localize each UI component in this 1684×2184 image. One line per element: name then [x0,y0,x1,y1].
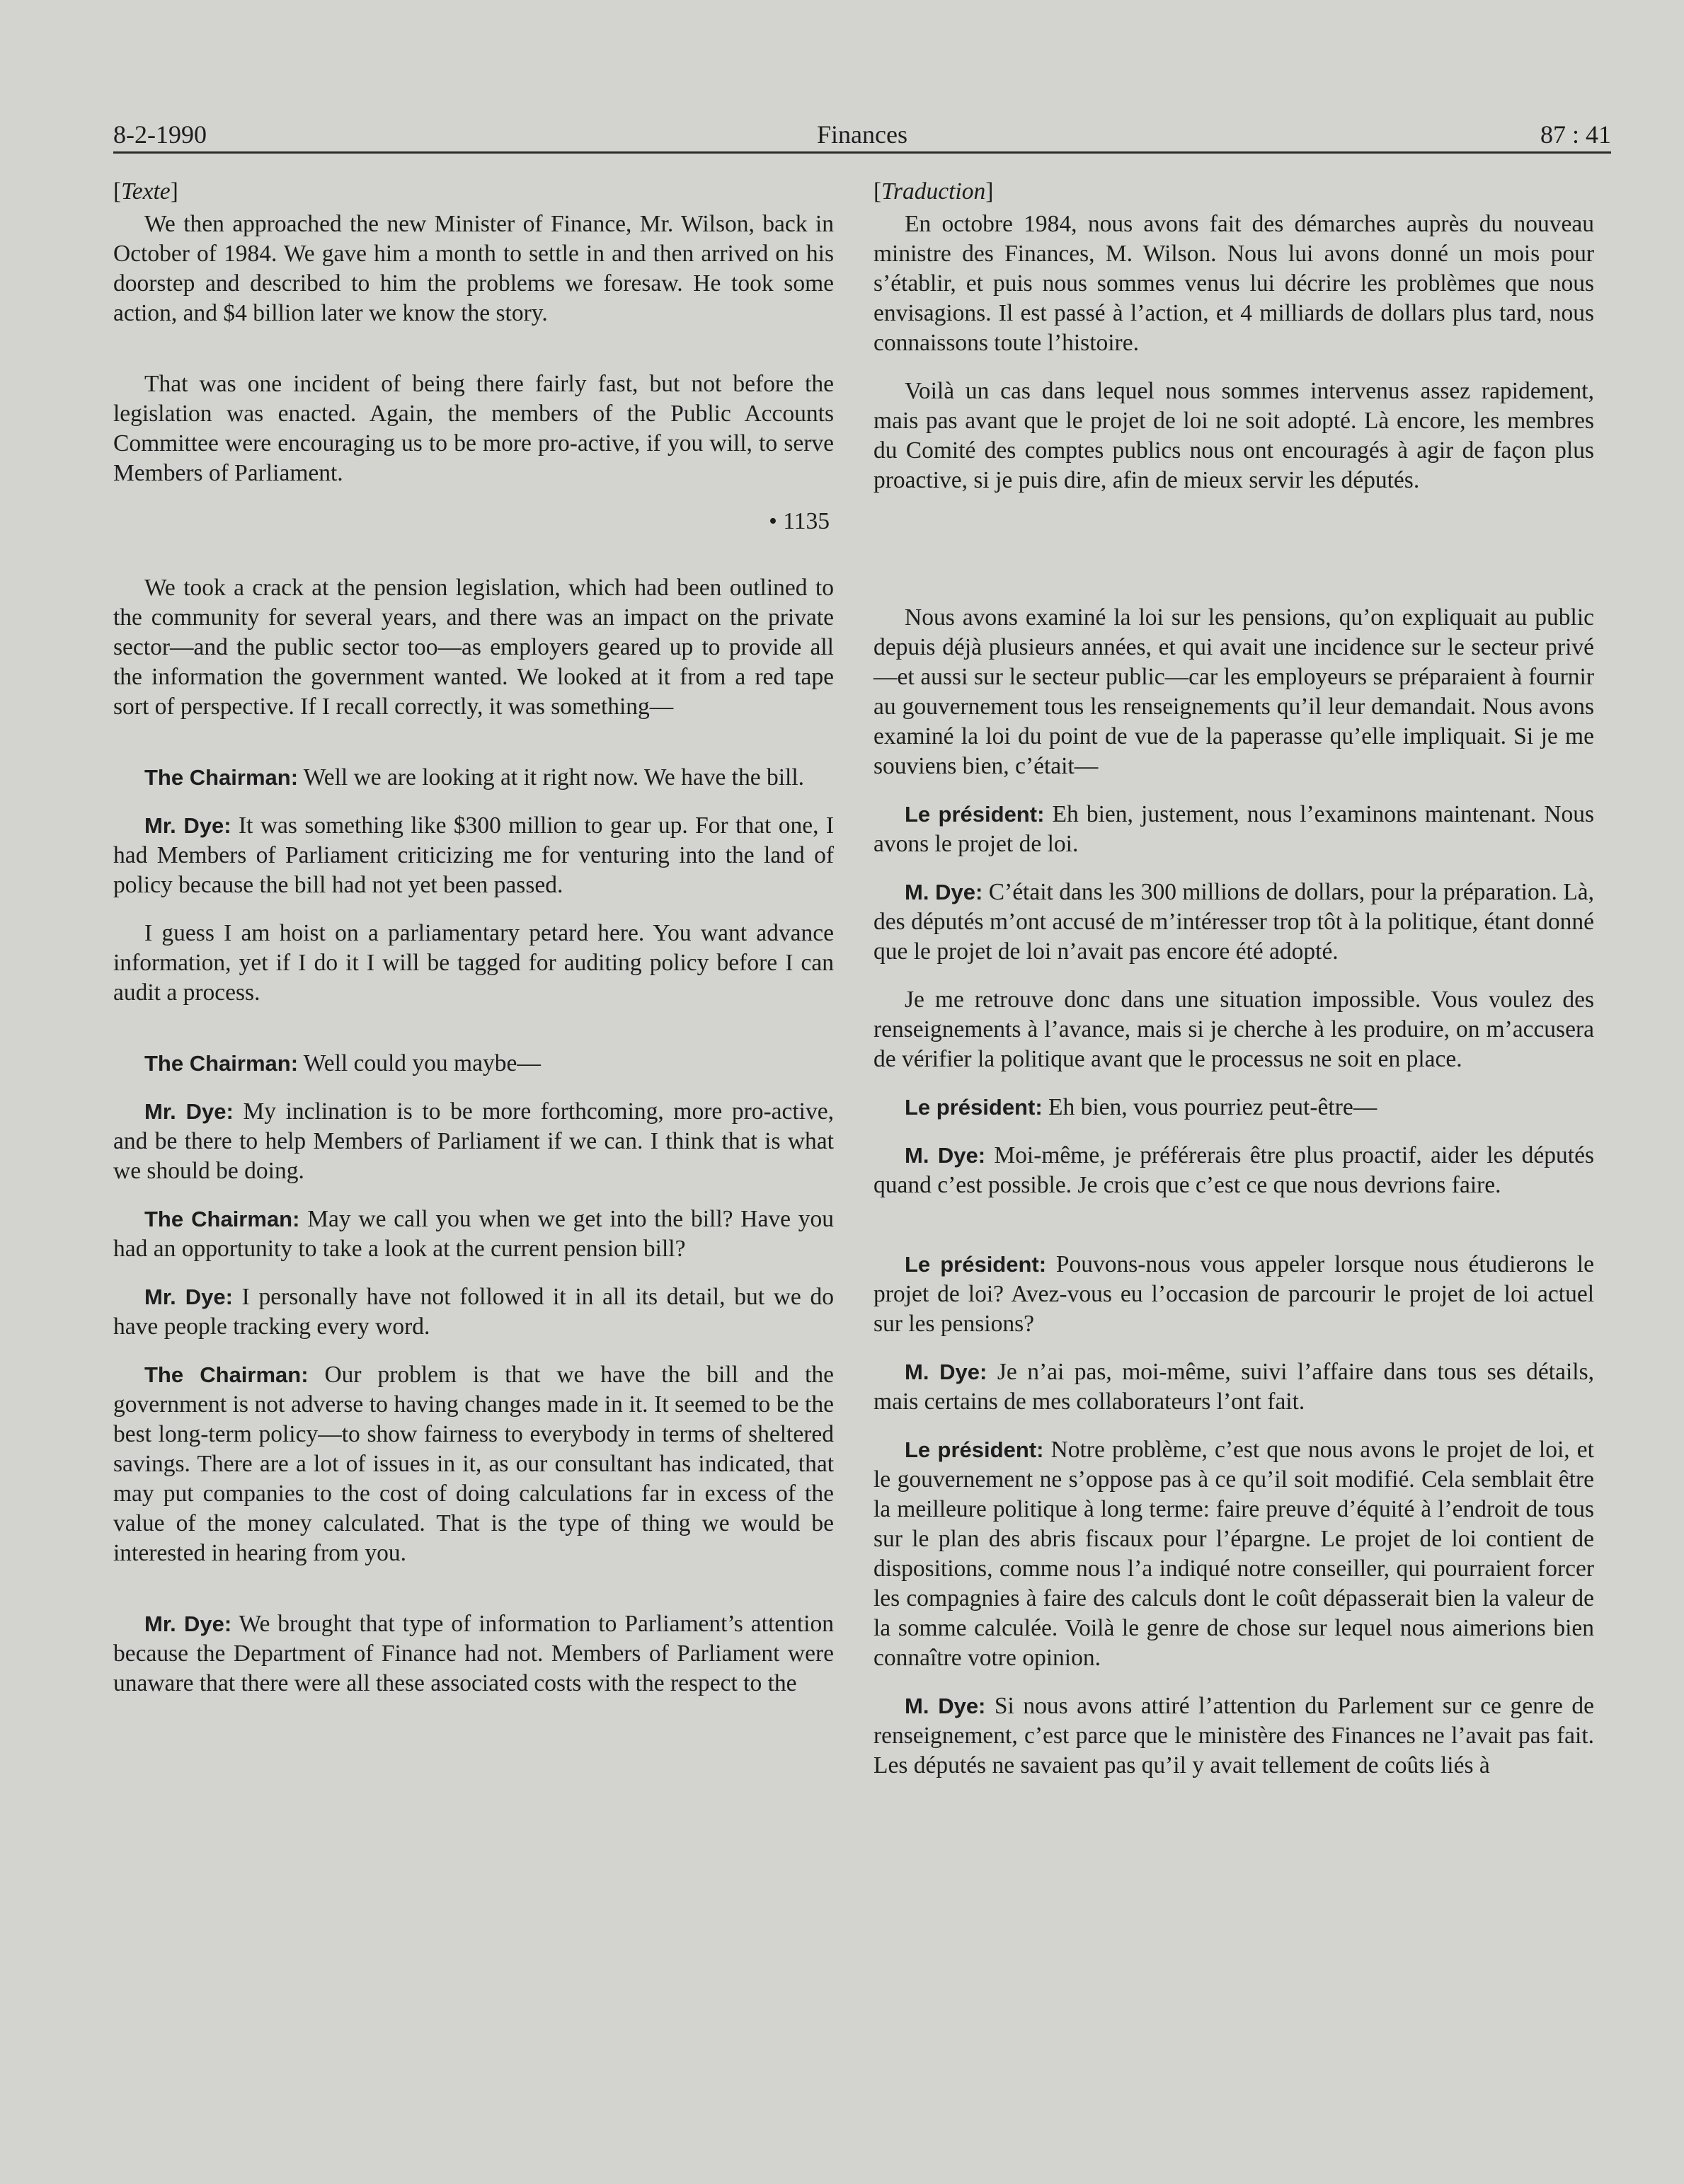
speaker-name: The Chairman: [144,765,299,790]
speech-paragraph [113,1360,834,1568]
speech-text: Well we are looking at it right now. We have the bill. [298,764,805,791]
paragraph: I guess I am hoist on a parliamentary petard here. You want advance information, yet if I do it I will be tagged for auditing policy before I can audit a process. [113,920,834,1006]
speech-text: Moi-même, je préférerais être plus proactif, aider les députés quand c’est possible. Je crois que c’est ce que nous devrions faire. [873,1142,1594,1198]
paragraph: Nous avons examiné la loi sur les pensions, qu’on expliquait au public depuis déjà plusieurs années, et qui avait une incidence sur le secteur privé—et aussi sur le secteur public—car les employeurs se préparaient à fournir au gouvernement tous les renseignements qu’il leur demandait. Nous avons examiné la loi du point de vue de la paperasse qu’elle impliquait. Si je me souviens bien, c’était— [873,604,1594,779]
speech-text: I personally have not followed it in all its detail, but we do have people tracking every word. [113,1284,834,1340]
speaker-name: The Chairman: [144,1362,309,1387]
speaker-name: The Chairman: [144,1207,300,1231]
header-page-number: 87 : 41 [1540,120,1611,149]
speaker-name: Le président: [905,1252,1047,1277]
speech-text: Notre problème, c’est que nous avons le projet de loi, et le gouvernement ne s’oppose pas à ce qu’il soit modifié. Cela semblait être la meilleure politique à long terme: faire preuve d’équité à l’endroit de tous sur le plan des abris fiscaux pour l’épargne. Le projet de loi contient de dispositions, comme nous l’a indiqué notre conseiller, qui pourraient forcer les compagnies à faire des calculs dont le coût dépasserait bien la valeur de la somme calculée. Voilà le genre de chose sur lequel nous aimerions bien connaître votre opinion. [873,1437,1594,1671]
speech-paragraph [113,811,834,900]
speech-paragraph [113,1205,834,1264]
paragraph: That was one incident of being there fairly fast, but not before the legislation was enacted. Again, the members of the Public Accounts Committee were encouraging us to be more pro-active, if you will, to serve Members of Parliament. [113,371,834,486]
speech-paragraph [873,1691,1594,1781]
speech-paragraph [113,1609,834,1699]
speaker-name: Le président: [905,1437,1044,1462]
speaker-name: Mr. Dye: [144,1099,234,1124]
speech-paragraph [873,878,1594,967]
speaker-name: M. Dye: [905,1360,987,1384]
speech-paragraph [873,1093,1594,1122]
speech-paragraph [113,1097,834,1186]
speech-paragraph [873,1435,1594,1673]
speech-paragraph [873,1141,1594,1200]
speaker-name: M. Dye: [905,880,983,904]
speech-text: Well could you maybe— [298,1050,541,1076]
english-column [113,177,834,1717]
speaker-name: M. Dye: [905,1143,986,1168]
speech-text: My inclination is to be more forthcoming, more pro-active, and be there to help Members of Parliament if we can. I think that is what we should be doing. [113,1098,834,1184]
speech-text: Pouvons-nous vous appeler lorsque nous étudierons le projet de loi? Avez-vous eu l’occasion de parcourir le projet de loi actuel sur les pensions? [873,1251,1594,1337]
speech-text: It was something like $300 million to gear up. For that one, I had Members of Parliament criticizing me for venturing into the land of policy because the bill had not yet been passed. [113,812,834,898]
page-header [113,119,1611,153]
speaker-name: Mr. Dye: [144,1284,233,1309]
paragraph: En octobre 1984, nous avons fait des démarches auprès du nouveau ministre des Finances, M. Wilson. Nous lui avons donné un mois pour s’établir, et puis nous sommes venus lui décrire les problèmes que nous envisagions. Il est passé à l’action, et 4 milliards de dollars plus tard, nous connaissons toute l’histoire. [873,211,1594,356]
speech-text: Je n’ai pas, moi-même, suivi l’affaire dans tous ses détails, mais certains de mes collaborateurs l’ont fait. [873,1359,1594,1415]
speech-paragraph [113,1049,834,1079]
language-tag: [Texte] [113,178,178,205]
speech-paragraph [873,1250,1594,1339]
speech-text: May we call you when we get into the bill? Have you had an opportunity to take a look at the current pension bill? [113,1206,835,1262]
speaker-name: Le président: [905,1095,1043,1120]
speech-text: Our problem is that we have the bill and the government is not adverse to having changes made in it. It seemed to be the best long-term policy—to show fairness to everybody in terms of sheltered savings. There are a lot of issues in it, as our consultant has indicated, that may put companies to the cost of doing calculations far in excess of the value of the money calculated. That is the type of thing we would be interested in hearing from you. [113,1362,835,1566]
speech-text: Eh bien, justement, nous l’examinons maintenant. Nous avons le projet de loi. [873,801,1594,857]
paragraph: We then approached the new Minister of Finance, Mr. Wilson, back in October of 1984. We gave him a month to settle in and then arrived on his doorstep and described to him the problems we foresaw. He took some action, and $4 billion later we know the story. [113,211,834,326]
speech-paragraph [873,800,1594,859]
speaker-name: The Chairman: [144,1051,299,1076]
time-marker: • 1135 [769,508,830,534]
speech-text: C’était dans les 300 millions de dollars, pour la préparation. Là, des députés m’ont accusé de m’intéresser trop tôt à la politique, étant donné que le projet de loi n’avait pas encore été adopté. [873,879,1594,965]
speech-text: Si nous avons attiré l’attention du Parlement sur ce genre de renseignement, c’est parce que le ministère des Finances ne l’avait pas fait. Les députés ne savaient pas qu’il y avait tellement de coûts liés à [873,1693,1594,1778]
speech-text: Eh bien, vous pourriez peut-être— [1042,1094,1377,1120]
speaker-name: M. Dye: [905,1694,986,1718]
header-date: 8-2-1990 [113,120,207,149]
header-rule [113,151,1611,154]
speech-paragraph [113,1282,834,1342]
speech-paragraph [873,1357,1594,1417]
speaker-name: Mr. Dye: [144,1611,232,1636]
paragraph: We took a crack at the pension legislation, which had been outlined to the community for several years, and there was an impact on the private sector—and the public sector too—as employers geared up to provide all the information the government wanted. We looked at it from a red tape sort of perspective. If I recall correctly, it was something— [113,575,834,720]
speech-text: We brought that type of information to Parliament’s attention because the Department of Finance had not. Members of Parliament were unaware that there were all these associated costs with the respect to the [113,1611,834,1696]
language-tag: [Traduction] [873,178,994,205]
french-column [873,177,1594,1799]
speaker-name: Mr. Dye: [144,813,231,838]
speaker-name: Le président: [905,802,1045,827]
speech-paragraph [113,763,834,793]
paragraph: Voilà un cas dans lequel nous sommes intervenus assez rapidement, mais pas avant que le projet de loi ne soit adopté. Là encore, les membres du Comité des comptes publics nous ont encouragés à agir de façon plus proactive, si je puis dire, afin de mieux servir les députés. [873,378,1594,493]
header-title: Finances [817,120,907,149]
paragraph: Je me retrouve donc dans une situation impossible. Vous voulez des renseignements à l’avance, mais si je cherche à les produire, on m’accusera de vérifier la politique avant que le processus ne soit en place. [873,987,1594,1072]
